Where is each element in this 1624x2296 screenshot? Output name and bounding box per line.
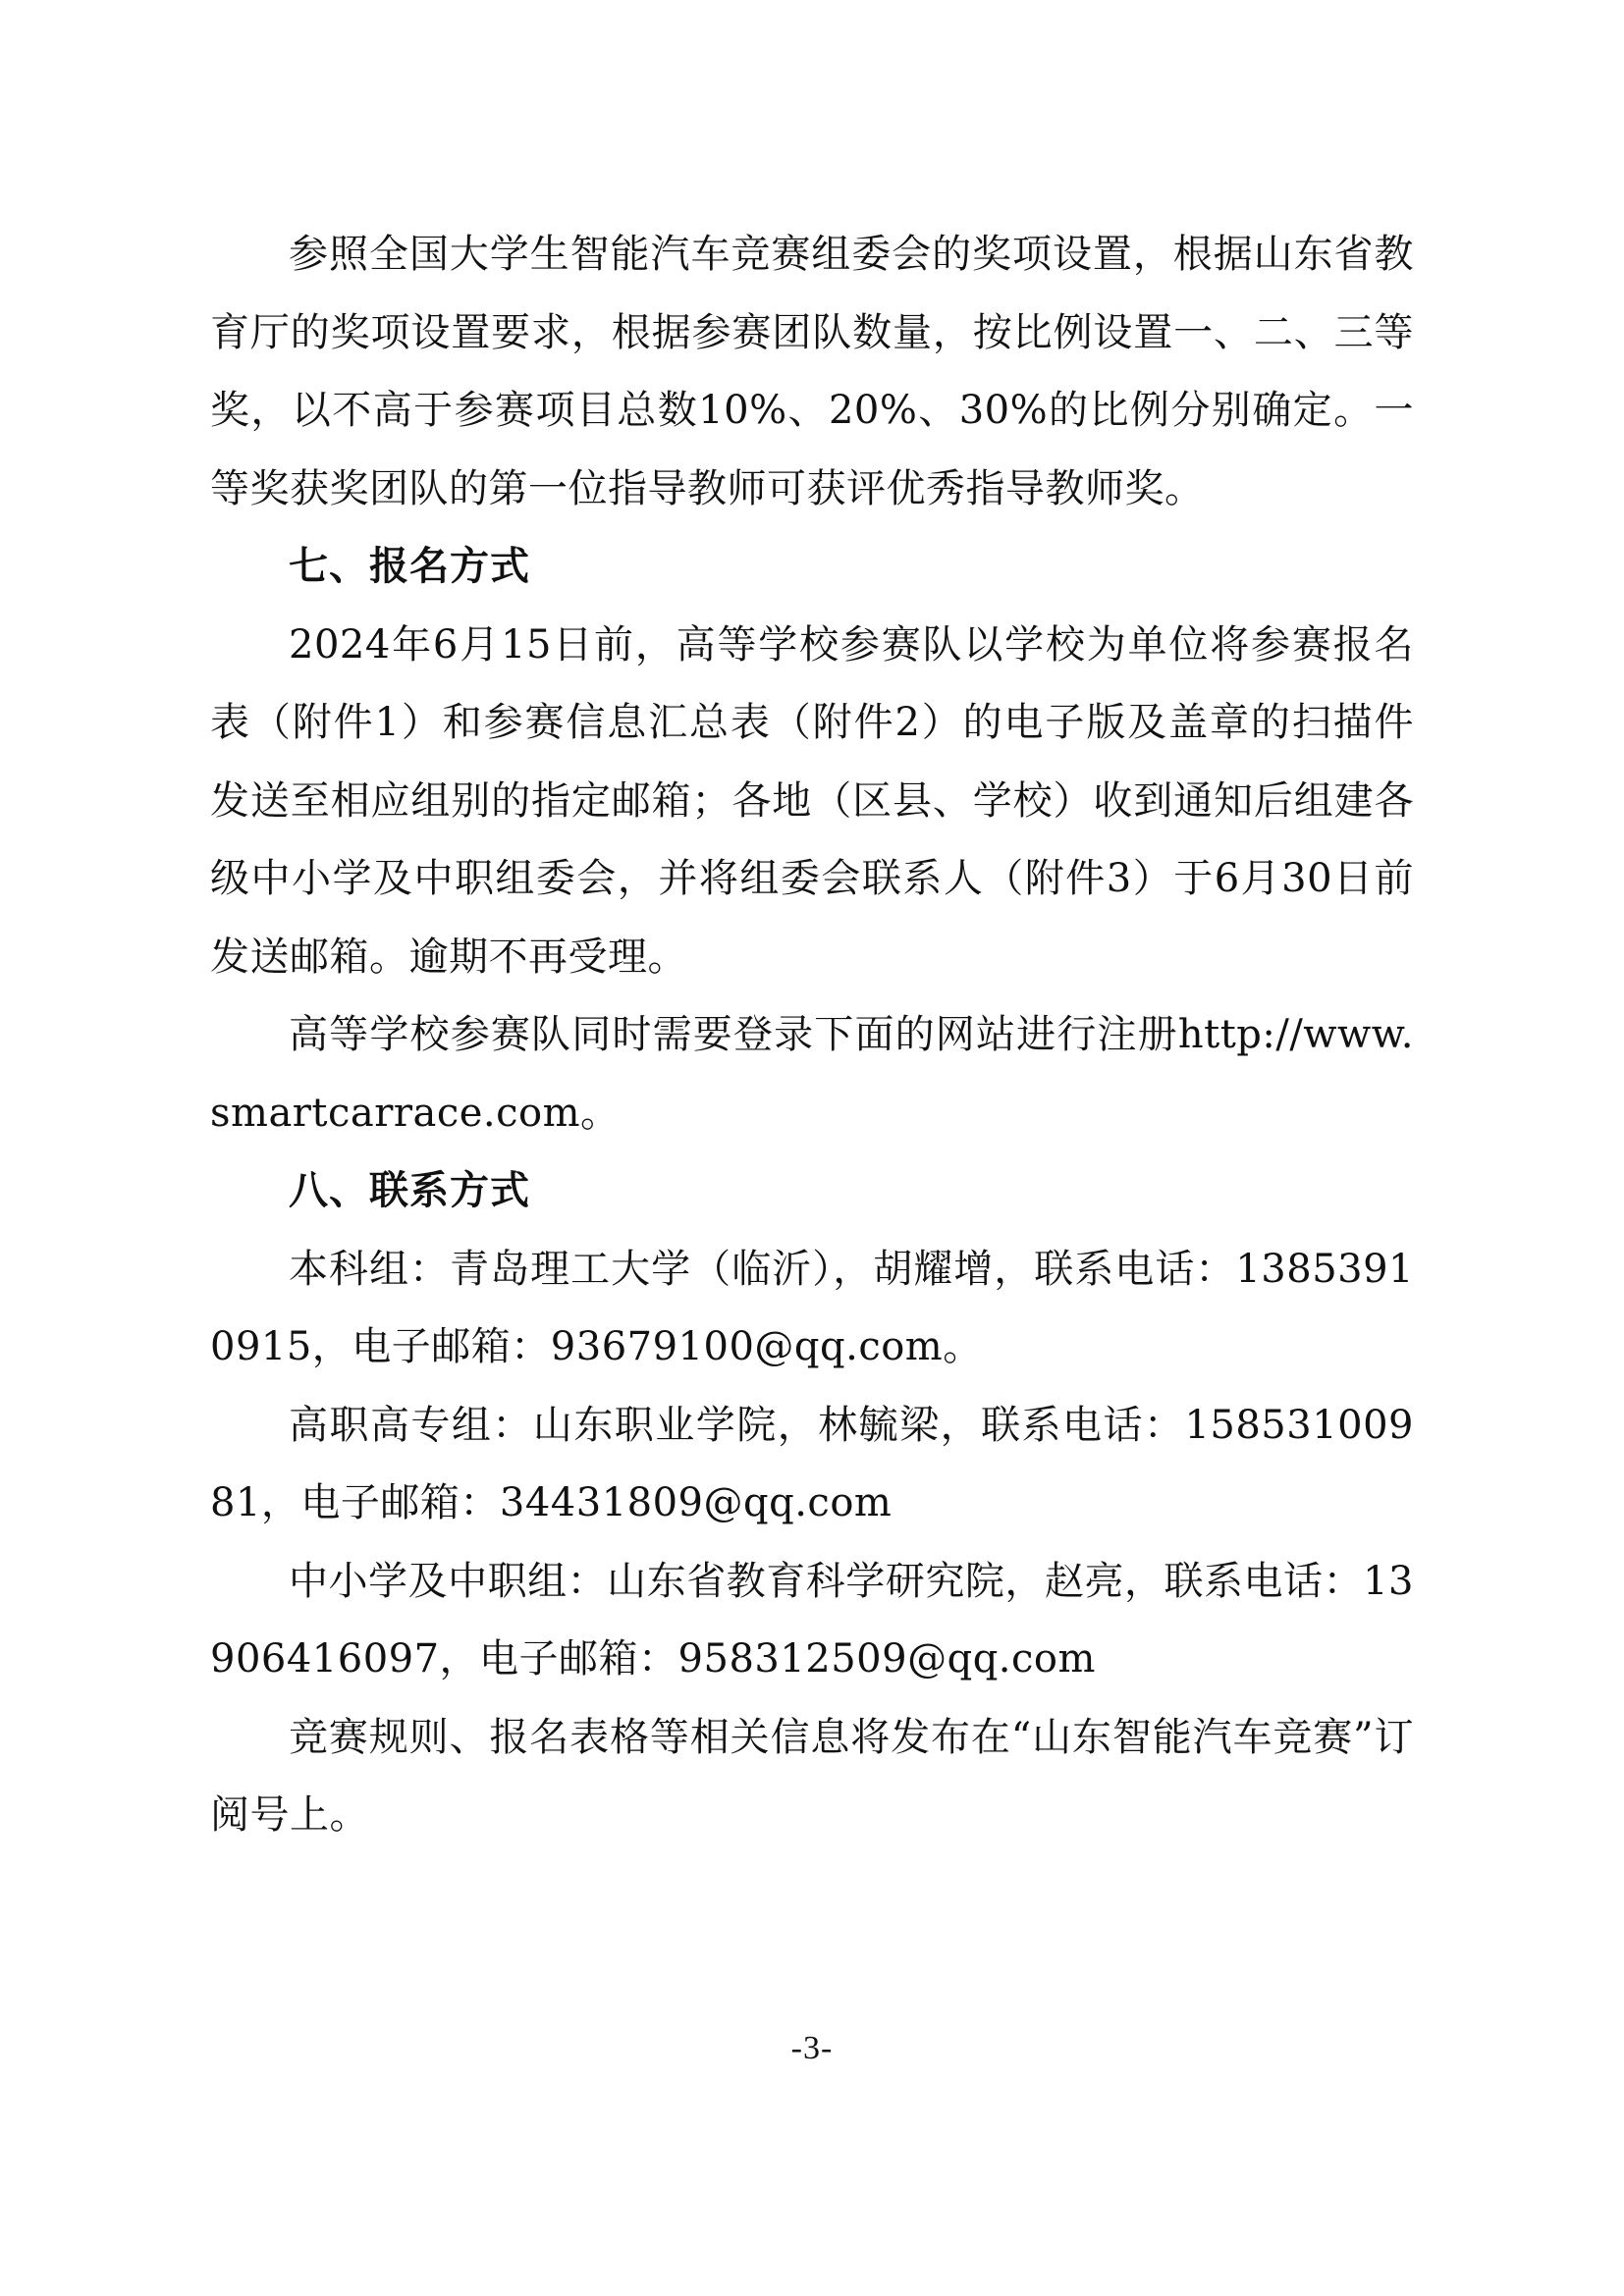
- awards-paragraph: 参照全国大学生智能汽车竞赛组委会的奖项设置，根据山东省教育厅的奖项设置要求，根据参赛团队数量，按比例设置一、二、三等奖，以不高于参赛项目总数10%、20%、30%的比例分别确定。一等奖获奖团队的第一位指导教师可获评优秀指导教师奖。: [210, 232, 1414, 511]
- section-heading-contact: 八、联系方式: [289, 1168, 530, 1213]
- registration-website-paragraph: 高等学校参赛队同时需要登录下面的网站进行注册http://www.smartcarrace.com。: [210, 1012, 1414, 1136]
- contact-vocational-college: 高职高专组：山东职业学院，林毓梁，联系电话：15853100981，电子邮箱：34431809@qq.com: [210, 1402, 1414, 1525]
- page-number: -3-: [790, 2030, 834, 2066]
- contact-undergraduate: 本科组：青岛理工大学（临沂），胡耀增，联系电话：13853910915，电子邮箱：93679100@qq.com。: [210, 1246, 1414, 1369]
- section-heading-registration: 七、报名方式: [289, 544, 530, 589]
- contact-secondary-school: 中小学及中职组：山东省教育科学研究院，赵亮，联系电话：13906416097，电子邮箱：958312509@qq.com: [210, 1558, 1414, 1682]
- registration-paragraph: 2024年6月15日前，高等学校参赛队以学校为单位将参赛报名表（附件1）和参赛信息汇总表（附件2）的电子版及盖章的扫描件发送至相应组别的指定邮箱；各地（区县、学校）收到通知后组建各级中小学及中职组委会，并将组委会联系人（附件3）于6月30日前发送邮箱。逾期不再受理。: [210, 621, 1414, 980]
- publication-notice: 竞赛规则、报名表格等相关信息将发布在“山东智能汽车竞赛”订阅号上。: [210, 1714, 1414, 1838]
- document-body: [210, 216, 1414, 1855]
